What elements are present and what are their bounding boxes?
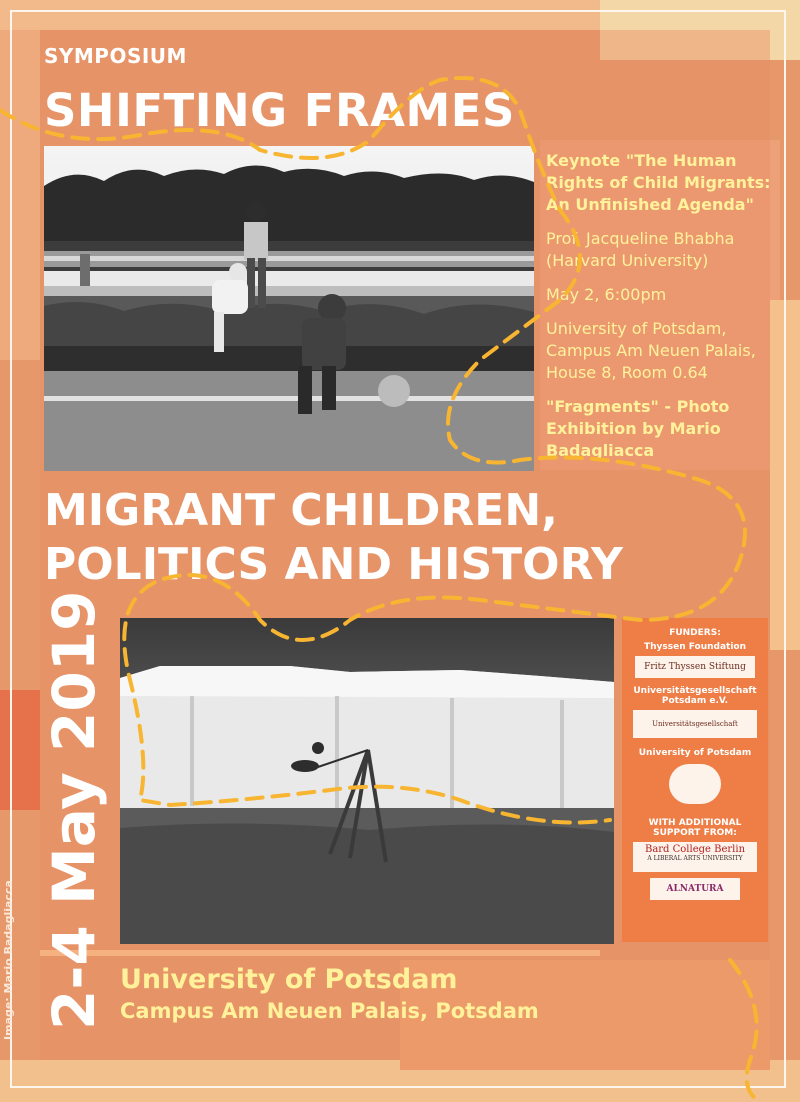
keynote-location: House 8, Room 0.64 — [546, 363, 708, 382]
children-playing-by-road-icon — [44, 146, 534, 471]
poster-title: SHIFTING FRAMES — [44, 84, 515, 137]
funders-heading: FUNDERS: — [669, 628, 721, 638]
image-credit: Image: Mario Badagliacca — [2, 880, 15, 1040]
keynote-location: Campus Am Neuen Palais, — [546, 341, 756, 360]
additional-support-heading — [622, 818, 768, 838]
unigesellschaft-logo-text: Universitätsgesellschaft — [652, 720, 738, 728]
keynote-speaker-affiliation: (Harvard University) — [546, 251, 709, 270]
funders-panel — [622, 618, 768, 942]
main-title-line: POLITICS AND HISTORY — [44, 539, 623, 590]
symposium-main-title — [44, 484, 623, 592]
symposium-dates: 2-4 May 2019 — [40, 590, 108, 1030]
main-title-line: MIGRANT CHILDREN, — [44, 485, 558, 536]
unigesellschaft-logo — [633, 710, 757, 738]
keynote-title: Keynote "The Human — [546, 151, 737, 170]
additional-support-line: WITH ADDITIONAL — [648, 818, 742, 828]
exhibition-info: "Fragments" - Photo — [546, 397, 730, 416]
funder-unigesellschaft — [622, 686, 768, 706]
keynote-speaker: Prof. Jacqueline Bhabha — [546, 229, 735, 248]
keynote-datetime: May 2, 6:00pm — [546, 285, 667, 304]
venue-name: University of Potsdam — [120, 964, 458, 995]
thyssen-logo-text: Fritz Thyssen Stiftung — [644, 662, 746, 672]
keynote-location: University of Potsdam, — [546, 319, 727, 338]
additional-support-line: SUPPORT FROM: — [653, 828, 737, 838]
keynote-title: Rights of Child Migrants: — [546, 173, 771, 192]
venue-block — [120, 964, 539, 1023]
thyssen-logo — [635, 656, 755, 678]
alnatura-logo-text: ALNATURA — [666, 884, 724, 894]
photo-swing-tent — [120, 618, 614, 944]
funder-unigesellschaft-line: Potsdam e.V. — [661, 696, 729, 706]
bard-college-logo — [633, 842, 757, 872]
alnatura-logo — [650, 878, 740, 900]
funder-unipotsdam: University of Potsdam — [638, 748, 752, 758]
child-on-swing-by-tent-icon — [120, 618, 614, 944]
keynote-info — [546, 150, 776, 474]
bard-logo-line: A LIBERAL ARTS UNIVERSITY — [647, 855, 743, 862]
venue-address: Campus Am Neuen Palais, Potsdam — [120, 999, 539, 1023]
keynote-title: An Unfinished Agenda" — [546, 195, 754, 214]
symposium-label: SYMPOSIUM — [44, 44, 187, 68]
funder-thyssen: Thyssen Foundation — [643, 642, 747, 652]
bard-logo-line: Bard College Berlin — [644, 844, 746, 855]
unipotsdam-seal-icon — [669, 764, 721, 804]
exhibition-info: Exhibition by Mario — [546, 419, 721, 438]
funder-unigesellschaft-line: Universitätsgesellschaft — [633, 686, 757, 696]
exhibition-info: Badagliacca — [546, 441, 655, 460]
photo-children-roadside — [44, 146, 534, 471]
